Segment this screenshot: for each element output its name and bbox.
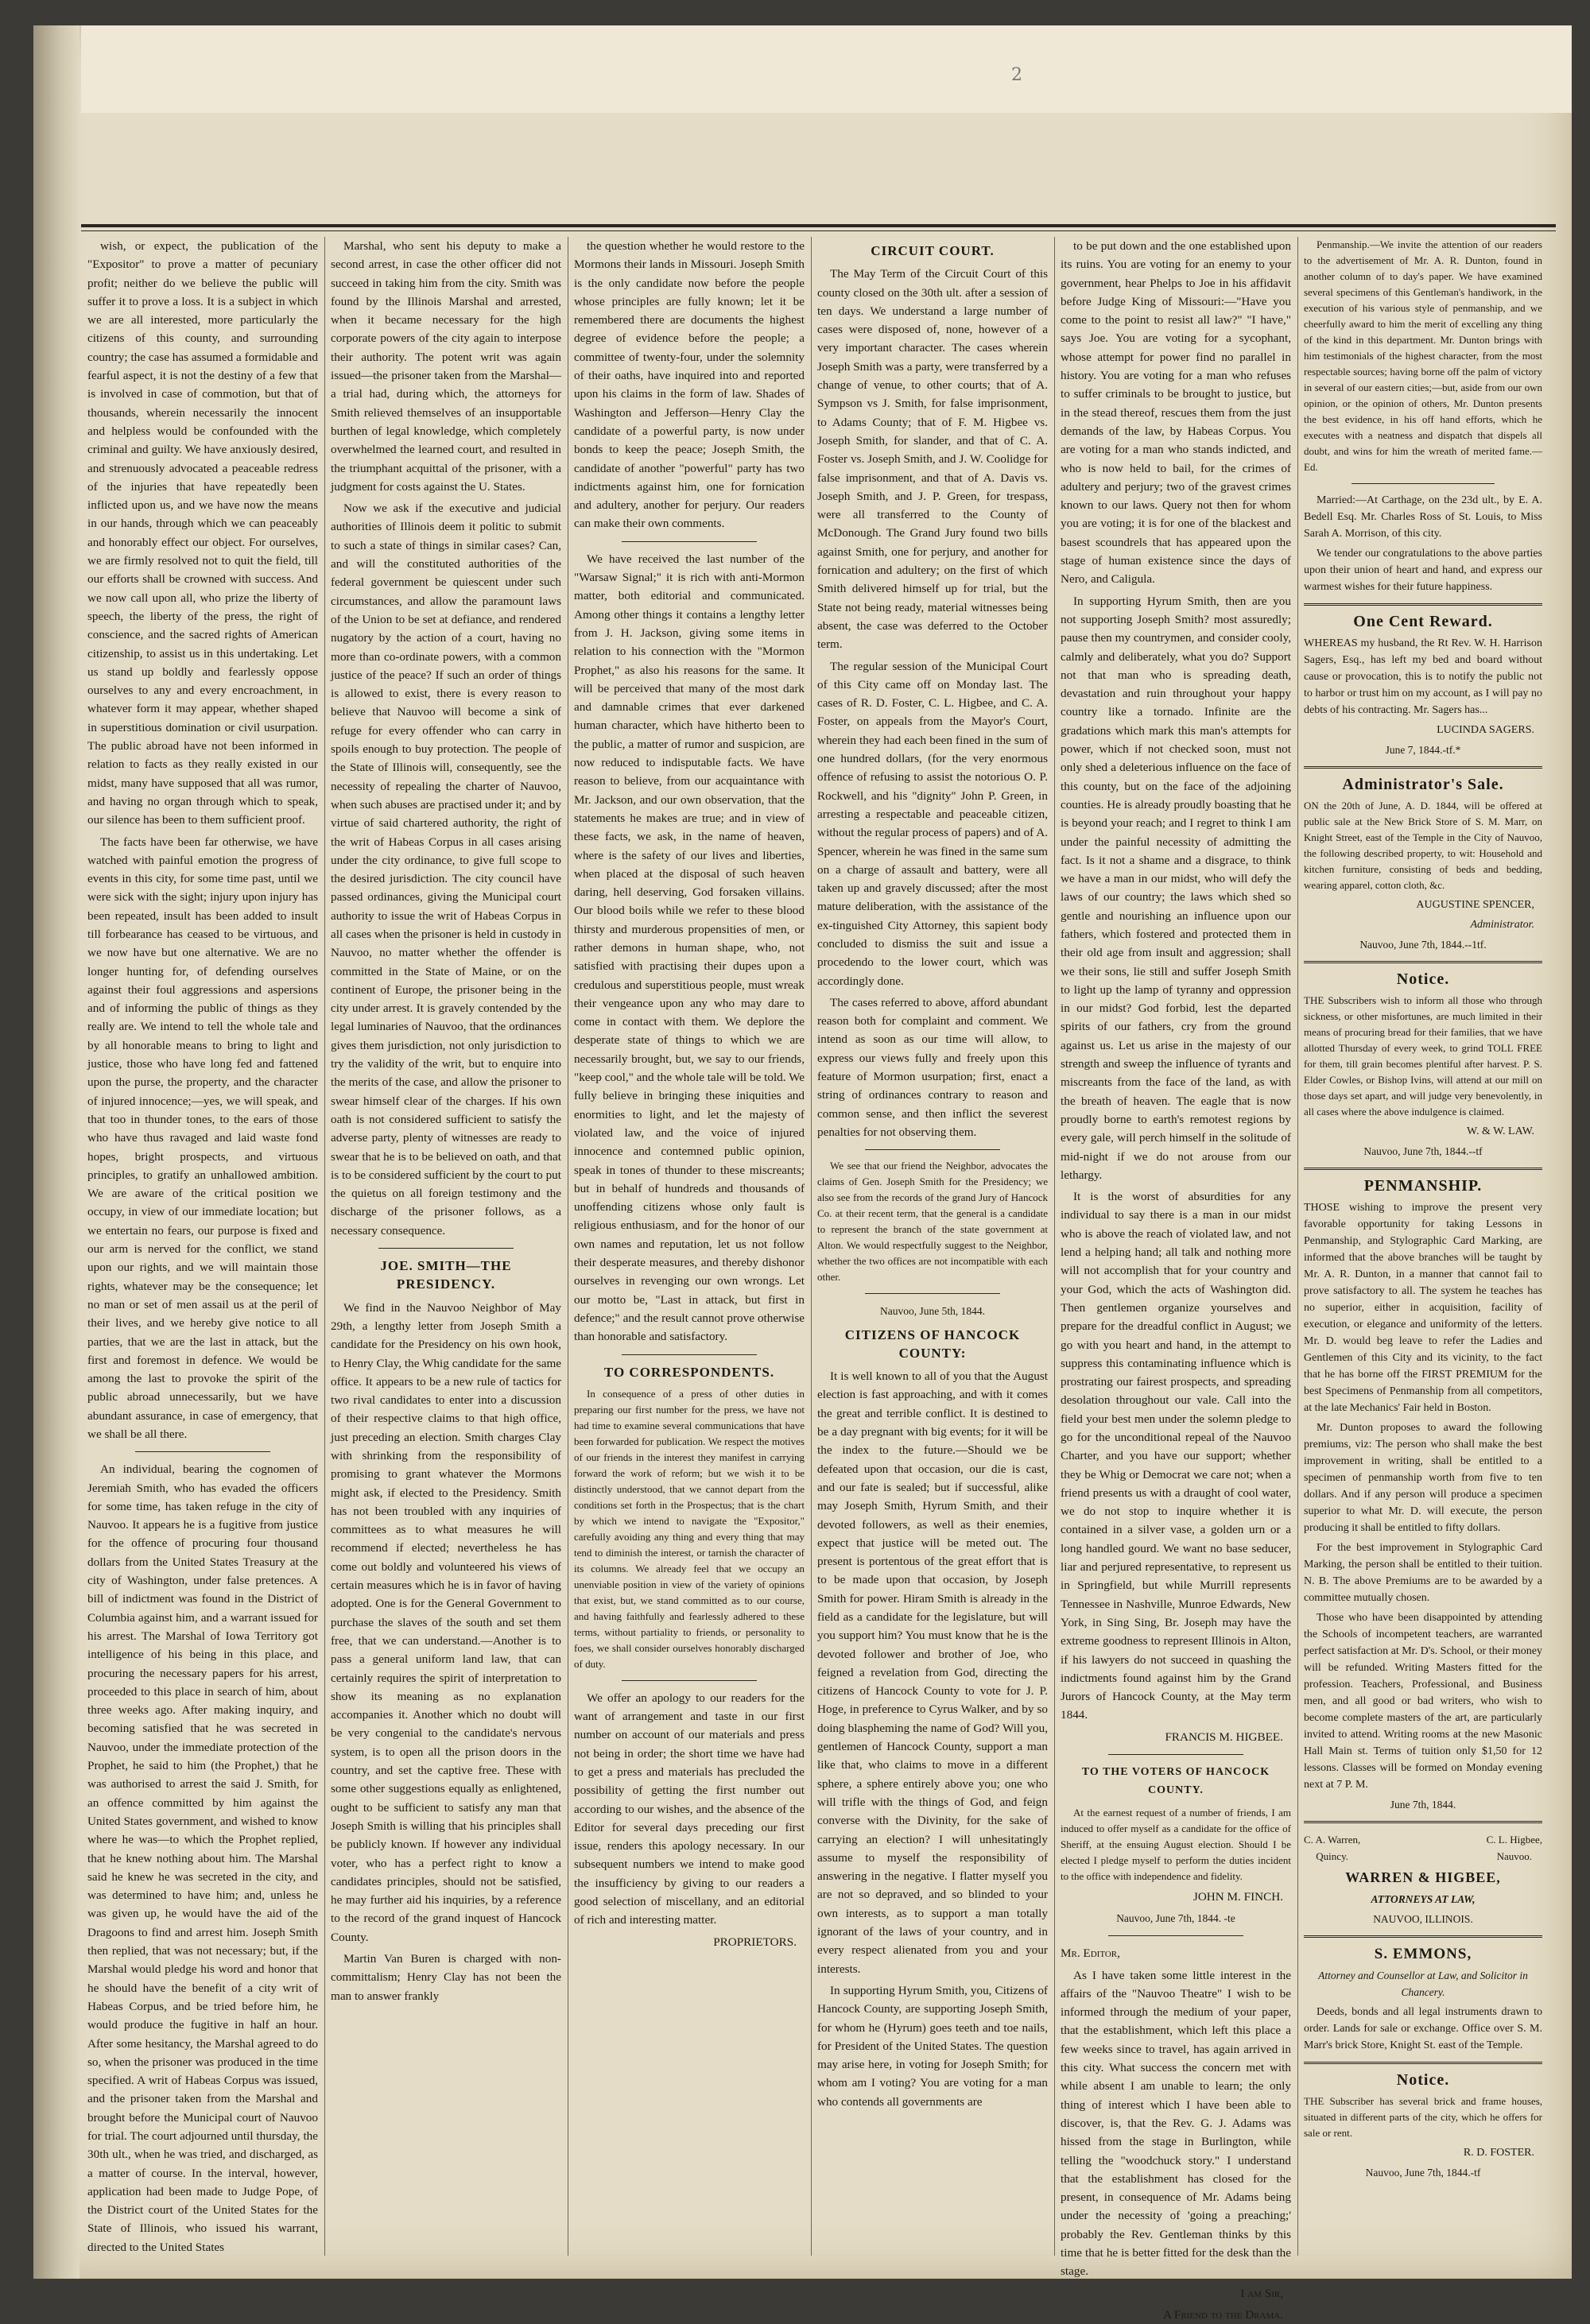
- warren-higbee-title: WARREN & HIGBEE,: [1345, 1869, 1501, 1885]
- higbee-name: C. L. Higbee,: [1486, 1834, 1542, 1846]
- column-rule: [1297, 237, 1298, 2256]
- col4-paragraph: The May Term of the Circuit Court of this county closed on the 30th ult. after a session of ten days. We understand a large number of cases were disposed of, none, however of a very important character. The cases wherein Joseph Smith was a party, were transferred by a change of venue, to other courts; that of A. Sympson vs J. Smith, for false imprisonment, to Adams County; that of F. M. Higbee vs. Joseph Smith, for slander, and that of C. A. Foster vs. Joseph Smith, and J. W. Coolidge for false imprisonment, and that of A. Davis vs. Joseph Smith, and J. P. Green, for trespass, were all transferred to the County of McDonough. The Grand Jury found two bills against Smith, one for perjury, and another for fornication and adultery; on the first of which Smith delivered himself up for trial, but the State not being ready, material witnesses being absent, the case was deferred to the October term.: [817, 267, 1048, 652]
- reward-heading: One Cent Reward.: [1353, 613, 1493, 630]
- penmanship-text: THOSE wishing to improve the present very favorable opportunity for taking Lessons in Penmanship, and Stylographic Card Marking, are informed that the above branches will be taught by Mr. A. R. Dunton, in a manner that cannot fail to prove satisfactory to all. The system he teaches has no superior, either in acquisition, facility of execution, or elegance and uniformity of the letters. Mr. D. would beg leave to refer the Ladies and Gentlemen of this City and its vicinity, to the fact that he has borne off the FIRST PREMIUM for the best Specimens of Penmanship from all competitors, at the late Mechanics' Fair held in Boston.: [1304, 1202, 1542, 1414]
- divider: [1304, 766, 1542, 769]
- col2-paragraph: Martin Van Buren is charged with non-committalism; Henry Clay has not been the man to answer frankly: [331, 1952, 561, 2003]
- married-notice: Married:—At Carthage, on the 23d ult., by E. A. Bedell Esq. Mr. Charles Ross of St. Louis, to Miss Sarah A. Morrison, of this city.: [1304, 494, 1542, 540]
- col3-paragraph: the question whether he would restore to the Mormons their lands in Missouri. Joseph Smith is the only candidate now before the people whose principles are fully known; let it be remembered there are documents the highest degree of evidence before the people; a committee of twenty-four, under the solemnity of their oaths, have inquired into and reported upon his claims in the form of law. Shades of Washington and Jefferson—Henry Clay the candidate of a powerful party, is now under bonds to keep the peace; Joseph Smith, the candidate of another "powerful" party has two indictments against him, one for fornication and adultery, another for perjury. Our readers can make their own comments.: [574, 239, 805, 531]
- col1-paragraph: An individual, bearing the cognomen of Jeremiah Smith, who has evaded the officers for some time, has taken refuge in the city of Nauvoo. It appears he is a fugitive from justice for the offence of procuring four thousand dollars from the United States Treasury at the city of Washington, under false pretences. A bill of indictment was found in the District of Columbia against him, and a warrant issued for his arrest. The Marshal of Iowa Territory got intelligence of his being in this place, and procuring the necessary papers for his arrest, proceeded to this place in search of him, about three weeks ago. After making inquiry, and becoming satisfied that he was secreted in Nauvoo, under the immediate protection of the Prophet, he said to him (the Prophet,) that he was authorised to arrest the said J. Smith, for an offence committed by him against the United States government, and wished to know where he was—to which the Prophet replied, that he knew nothing about him. The Marshal said he knew he was secreted in the city, and was determined to have him; and, unless he was given up, he would have the aid of the Dragoons to find and arrest him. Joseph Smith then replied, that was not necessary; but, if the Marshal would pledge his word and honor that he should have the benefit of a city writ of Habeas Corpus, and be tried before him, he would produce the fugitive in half an hour. After some hesitancy, the Marshal agreed to do so, when the prisoner was produced in the time specified. A writ of Habeas Corpus was issued, and the prisoner taken from the Marshal and brought before the Municipal court of Nauvoo for trial. The court adjourned until thursday, the 30th ult., when he was tried, and discharged, as a matter of course. In the interval, however, application had been made to Judge Pope, of the District court of the United States for the State of Illinois, who issued his warrant, directed to the United States: [87, 1462, 318, 2254]
- emmons-title: S. EMMONS,: [1374, 1946, 1472, 1962]
- notice-signature: W. & W. LAW.: [1467, 1125, 1534, 1137]
- divider: [1304, 2062, 1542, 2064]
- divider: [865, 1149, 1000, 1150]
- notice-heading: Notice.: [1396, 970, 1450, 988]
- higbee-signature: FRANCIS M. HIGBEE.: [1165, 1729, 1283, 1744]
- divider: [1108, 1754, 1243, 1755]
- divider: [1304, 961, 1542, 963]
- top-rule: [81, 224, 1556, 227]
- card-attorneys-names: [1304, 1831, 1542, 1865]
- divider: [1304, 1935, 1542, 1938]
- column-6-ads: [1304, 237, 1542, 2272]
- column-1: [87, 237, 318, 2272]
- divider: [622, 1680, 757, 1681]
- letter-closing: I am Sir,: [1240, 2286, 1283, 2300]
- notice-date: Nauvoo, June 7th, 1844.--tf: [1363, 1145, 1483, 1157]
- col3-signature: PROPRIETORS.: [713, 1935, 797, 1949]
- sheriff-notice: At the earnest request of a number of friends, I am induced to offer myself as a candidate for the office of Sheriff, at the ensuing August election. Should I be elected I pledge myself to perform the duties incident to the office with independence and fidelity.: [1061, 1806, 1291, 1882]
- editor-salutation: Mr. Editor,: [1061, 1946, 1120, 1961]
- torn-top-edge: [81, 25, 1572, 113]
- col4-neighbor-note: We see that our friend the Neighbor, advocates the claims of Gen. Joseph Smith for the Presidency; we also see from the records of the grand Jury of Hancock Co. at their recent term, that the general is a candidate to represent the branch of the state government at Alton. We would respectfully suggest to the Neighbor, whether the two offices are not incompatible with each other.: [817, 1160, 1048, 1284]
- column-3: [574, 237, 805, 2272]
- notice-text: THE Subscribers wish to inform all those who through sickness, or other misfortunes, are much limited in their means of procuring bread for their families, that we have allotted Thursday of every week, to grind TOLL FREE for them, till grain becomes plentiful after harvest. P. S. Elder Cowles, or Bishop Ivins, will attend at our mill on those days set apart, and will judge very benevolently, in all cases where the above indulgence is claimed.: [1304, 994, 1542, 1117]
- admin-sale-role: Administrator.: [1470, 919, 1534, 931]
- divider: [1304, 1821, 1542, 1823]
- col3-heading: TO CORRESPONDENTS.: [603, 1364, 775, 1380]
- notice2-heading: Notice.: [1396, 2071, 1450, 2089]
- newspaper-page: [33, 25, 1572, 2322]
- column-5: [1061, 237, 1291, 2322]
- col5-paragraph: In supporting Hyrum Smith, then are you not supporting Joseph Smith? most assuredly; pause then my countrymen, and consider cooly, calmly and deliberately, what you do? Support not that man who is spreading death, devastation and ruin throughout your happy country like a tornado. Infinite are the gradations which mark this man's attempts for power, which if not checked soon, must not only shed a deleterious influence on the face of this county, but on the face of the adjoining counties. He is already proudly boasting that he is beyond your reach; and I regret to think I am under the painful necessity of admitting the fact. Is it not a shame and a disgrace, to think we have a man in our midst, who will defy the laws of our country; the laws which shed so gentle and nourishing an influence upon our fathers, which fostered and protected them in their old age from insult and aggression; shall we their sons, lie still and suffer Joseph Smith to light up the lamp of tyranny and oppression in our midst? God forbid, lest the departed spirits of our fathers, cry from the ground against us. Let us arise in the majesty of our strength and sweep the influence of tyrants and miscreants from the face of the land, as with the breath of heaven. The eagle that is now proudly borne to earth's remotest regions by every gale, will perch himself in the solitude of mid-night if we do not arouse from our lethargy.: [1061, 594, 1291, 1182]
- reward-signature: LUCINDA SAGERS.: [1437, 724, 1534, 736]
- col3-paragraph: We have received the last number of the "Warsaw Signal;" it is rich with anti-Mormon matter, both editorial and communicated. Among other things it contains a lengthy letter from J. H. Jackson, giving some items in relation to his connection with the "Mormon Prophet," as also his reasons for the same. It will be perceived that many of the most dark and damnable crimes that ever darkened human character, which have hitherto been to the public, a matter of rumor and suspicion, are now reduced to indisputable facts. We have reason to believe, from our acquaintance with Mr. Jackson, and our own observation, that the statements he makes are true; and in view of these facts, we ask, in the name of heaven, where is the safety of our lives and liberties, when placed at the disposal of such heaven daring, hell deserving, God forsaken villains. Our blood boils while we refer to these blood thirsty and murderous propensities of men, or rather demons in human shape, who, not satisfied with practising their dupes upon a credulous and superstitious people, must wreak their vengeance upon any who may dare to come in contact with them. We deplore the desperate state of things to which we are necessarily brought, but, we say to our friends, "keep cool," and the whole tale will be told. We fully believe in bringing these iniquities and enormities to light, and let the majesty of violated law, and the voice of injured innocence and contemned public opinion, speak in tones of thunder to these miscreants; but in behalf of hundreds and thousands of unoffending citizens whose only fault is religious enthusiasm, and for the honor of our own names and reputation, let us not follow their desperate measures, and thereby dishonor ourselves in revenging our own wrongs. Let our motto be, "Last in attack, but first in defence;" and the result cannot prove otherwise than honorable and satisfactory.: [574, 552, 805, 1344]
- column-rule: [1054, 237, 1055, 2256]
- column-rule: [811, 237, 812, 2256]
- notice2-text: THE Subscriber has several brick and frame houses, situated in different parts of the city, which he offers for sale or rent.: [1304, 2095, 1542, 2139]
- col4-paragraph: The cases referred to above, afford abundant reason both for complaint and comment. We intend as soon as our time will allow, to express our views fully and freely upon this feature of Mormon usurpation; first, enact a string of ordinances contrary to reason and common sense, and then inflict the severest penalties for not observing them.: [817, 995, 1048, 1139]
- col2-heading: JOE. SMITH—THE PRESIDENCY.: [380, 1258, 512, 1292]
- divider: [865, 1293, 1000, 1294]
- penmanship-text-4: Those who have been disappointed by attending the Schools of incompetent teachers, are warranted perfect satisfaction at Mr. D's. School, or their money will be refunded. Writing Masters fitted for the profession. Teachers, Professional, and Business men, and all good or bad writers, who wish to become complete masters of the art, are particularly invited to attend. Writing rooms at the new Masonic Hall Main st. Terms of tuition only $1,50 for 12 lessons. Classes will be formed on Monday evening next at 7 P. M.: [1304, 1612, 1542, 1791]
- voters-heading: TO THE VOTERS OF HANCOCK COUNTY.: [1081, 1766, 1270, 1797]
- col4-paragraph: The regular session of the Municipal Court of this City came off on Monday last. The cases of R. D. Foster, C. L. Higbee, and C. A. Foster, on appeals from the Mayor's Court, wherein they had each been fined in the sum of one hundred dollars, (for the very enormous offence of refusing to assist the notorious O. P. Rockwell, and his "dignity" John P. Green, in arresting a respectable and peaceable citizen, without the regular process of papers) and of A. Spencer, wherein he was fined in the same sum on a charge of assault and battery, were all taken up and gravely discussed; after the most mature deliberation, with the assistance of the ex-tinguished City Attorney, this sapient body concluded to dismiss the suit and issue a procedendo to the lower court, which was accordingly done.: [817, 659, 1048, 988]
- reward-date: June 7, 1844.-tf.*: [1385, 744, 1461, 756]
- drama-letter: As I have taken some little interest in the affairs of the "Nauvoo Theatre" I wish to be informed through the medium of your paper, that the establishment, which left this place a few weeks since to travel, has again arrived in this city. What success the concern met with while absent I am unable to learn; the only thing of interest which I have been able to discover, is, that the Rev. G. J. Adams was hissed from the stage in Burlington, while telling the "woodchuck story." I understand that the establishment has closed for the present, in consequence of Mr. Adams being under the necessity of 'going a preaching;' probably the Rev. Gentleman thinks by this time that he is better fitted for the desk than the stage.: [1061, 1968, 1291, 2279]
- foster-signature: R. D. FOSTER.: [1463, 2147, 1534, 2159]
- finch-signature: JOHN M. FINCH.: [1192, 1889, 1283, 1904]
- divider: [1304, 603, 1542, 606]
- higbee-town: Nauvoo.: [1496, 1850, 1532, 1862]
- col2-paragraph: Now we ask if the executive and judicial authorities of Illinois deem it politic to submit to such a state of things in similar cases? Can, and will the constituted authorities of the federal government be quiescent under such circumstances, and allow the paramount laws of the Union to be set at defiance, and rendered nugatory by the action of a court, having no more than co-ordinate powers, with a common justice of the peace? If such an order of things is allowed to exist, there is every reason to believe that Nauvoo will become a sink of refuge for every offender who can carry in spoils enough to buy protection. The people of the State of Illinois will, consequently, see the necessity of repealing the charter of Nauvoo, when such abuses are practised under it; and by virtue of said chartered authority, the right of the writ of Habeas Corpus in all cases arising under the city ordinance, to give full scope to the desired jurisdiction. The city council have passed ordinances, giving the Municipal court authority to issue the writ of Habeas Corpus in all cases when the prisoner is held in custody in Nauvoo, no matter whether the offender is committed in the State of Maine, or on the continent of Europe, the prisoner being in the city under arrest. It is gravely contended by the legal luminaries of Nauvoo, that the ordinances gives them jurisdiction, not only jurisdiction to try the validity of the writ, but to enquire into the merits of the case, and allow the prisoner to swear himself clear of the charges. If his own oath is not considered sufficient to satisfy the adverse party, plenty of witnesses are ready to swear that he is to be believed on oath, and that is to be considered sufficient by the court to put the quietus on all foreign testimony and the discharge of the prisoner follows, as a necessary consequence.: [331, 502, 561, 1238]
- column-rule: [324, 237, 325, 2256]
- emmons-text: Deeds, bonds and all legal instruments drawn to order. Lands for sale or exchange. Office over S. M. Marr's brick Store, Knight St. east of the Temple.: [1304, 2006, 1542, 2051]
- col1-paragraph: The facts have been far otherwise, we have watched with painful emotion the progress of events in this city, for some time past, until we were sick with the sight; injury upon injury has been repeated, insult has been added to insult till forbearance has ceased to be virtuous, and we now have but one alternative. We are no longer hunting for, of defending ourselves against their foul aggressions and aspersions and of informing the public of things as they really are. We intend to tell the whole tale and by all honorable means to bring to light and justice, those who have long fed and fattened upon the purse, the property, and the character of injured innocence;—yes, we will speak, and that too in thunder tones, to the ears of those who have thus ravaged and laid waste fond hopes, bright prospects, and virtuous principles, to gratify an unhallowed ambition. We are aware of the critical position we occupy, in view of our immediate location; but we entertain no fears, our purpose is fixed and our arm is nerved for the conflict, we stand upon our rights, and we will maintain those rights, whatever may be the consequence; let no man or set of men assail us at the peril of their lives, and we hereby give notice to all parties, that we are the last in attack, but the first and foremost in defence. We would be among the last to provoke the spirit of the public abroad unnecessarily, but we have abundant assurance, in case of emergency, that we shall be all there.: [87, 835, 318, 1441]
- col2-paragraph: We find in the Nauvoo Neighbor of May 29th, a lengthy letter from Joseph Smith a candidate for the Presidency on his own hook, to Henry Clay, the Whig candidate for the same office. It appears to be a new rule of tactics for two rival candidates to enter into a discussion of their respective claims to that high office, just preceding an election. Smith charges Clay with shrinking from the responsibility of promising to grant whatever the Mormons might ask, if elected to the Presidency. Smith has not been troubled with any inquiries of committees as to what measures he will recommend if elected; nevertheless he has come out boldly and volunteered his views of certain measures which he is in favor of having adopted. One is for the General Government to purchase the slaves of the south and set them free, that we can understand.—Another is to pass a general uniform land law, that can certainly requires the spirit of interpretation to show its meaning as no explanation accompanies it. Another which no doubt will be very congenial to the candidate's nervous system, is to open all the prison doors in the country, and set the captive free. These with some other suggestions equally as enlightened, ought to be sufficient to satisfy any man that Joseph Smith is willing that his principles shall be publicly known. If however any individual voter, who has a perfect right to know a candidates principles, should not be satisfied, he may further aid his inquiries, by a reference to the record of the grand inquest of Hancock County.: [331, 1300, 561, 1944]
- col5-paragraph: It is the worst of absurdities for any individual to say there is a man in our midst who is above the reach of violated law, and not lend a helping hand; all talk and nothing more will not accomplish that for your country and your God, which the acts of Washington did. Then gentlemen organize yourselves and prepare for the dreadful conflict in August; we go with you heart and hand, in the attempt to suppress this contaminating influence which is prostrating our fairest prospects, and spreading desolation throughout our vale. Call into the field your best men under the solemn pledge to go for the unconditional repeal of the Nauvoo Charter, and you have our support; whether they be Whig or Democrat we care not; when a friend presents us with a draught of cool water, we do not stop to inquire whether it is contained in a silver vase, a golden urn or a long handled gourd. We want no base seducer, liar and perjured representative, to represent us in Springfield, but while Murrill represents Tennessee in Nashville, Munroe Edwards, New York, in Sing Sing, Br. Joseph may have the extreme goodness to represent Illinois in Alton, if his lawyers do not succeed in quashing the indictments found against him by the Grand Jurors of Hancock County, at the May term 1844.: [1061, 1190, 1291, 1722]
- penmanship-heading: PENMANSHIP.: [1363, 1177, 1483, 1195]
- penmanship-text-2: Mr. Dunton proposes to award the following premiums, viz: The person who shall make the best improvement in writing, shall be entitled to a specimen of penmanship worth from five to ten dollars. And if any person will produce a specimen superior to what Mr. D. will execute, the person producing it shall be entitled to fifty dollars.: [1304, 1422, 1542, 1534]
- col3-apology: We offer an apology to our readers for the want of arrangement and taste in our first number on account of our materials and press not being in order; the short time we have had to get a press and materials has precluded the possibility of getting the first number out according to our wishes, and the absence of the Editor for several days preceding our first issue, renders this apology necessary. In our subsequent numbers we intend to make good the insufficiency by giving to our readers a good selection of miscellany, and an editorial of rich and interesting matter.: [574, 1691, 805, 1927]
- penmanship-note: Penmanship.—We invite the attention of our readers to the advertisement of Mr. A. R. Dunton, found in another column of to day's paper. We have examined several specimens of this Gentleman's handiwork, in the execution of his various style of penmanship, and we cheerfully award to him the merit of excelling any thing of the kind in this department. Mr. Dunton brings with him testimonials of the highest character, from the most respectable sources; having borne off the palm of victory in several of our eastern cities;—but, aside from our own opinion, or the opinion of others, Mr. Dunton presents the best evidence, in his off hand efforts, which he executes with a neatness and dispatch that dispels all doubt, and wins for him the wreath of merited fame.—Ed.: [1304, 238, 1542, 473]
- penmanship-text-3: For the best improvement in Stylographic Card Marking, the person shall be entitled to their tuition. N. B. The above Premiums are to be awarded by a committee mutually chosen.: [1304, 1542, 1542, 1604]
- divider: [135, 1451, 270, 1452]
- column-2: [331, 237, 561, 2272]
- col4-paragraph: In supporting Hyrum Smith, you, Citizens of Hancock County, are supporting Joseph Smith, for whom he (Hyrum) goes teeth and toe nails, for President of the United States. The question may arise here, in voting for Joseph Smith; for whom am I voting? You are voting for a man who contends all governments are: [817, 1983, 1048, 2109]
- divider: [378, 1248, 514, 1249]
- nauvoo-illinois: NAUVOO, ILLINOIS.: [1373, 1913, 1473, 1925]
- circuit-court-heading: CIRCUIT COURT.: [871, 243, 995, 258]
- attorneys-at-law: ATTORNEYS AT LAW,: [1371, 1893, 1476, 1905]
- emmons-subtitle: Attorney and Counsellor at Law, and Solicitor in Chancery.: [1318, 1970, 1528, 1998]
- admin-sale-signature: AUGUSTINE SPENCER,: [1416, 899, 1534, 911]
- divider: [1108, 1935, 1243, 1936]
- divider: [622, 1354, 757, 1355]
- admin-sale-date: Nauvoo, June 7th, 1844.--1tf.: [1359, 939, 1487, 951]
- card-right: [1487, 1831, 1542, 1865]
- penmanship-date: June 7th, 1844.: [1390, 1799, 1456, 1811]
- column-4: [817, 237, 1048, 2272]
- col1-paragraph: wish, or expect, the publication of the "Expositor" to prove a matter of pecuniary profit; neither do we believe the public will suffer it to prove a loss. It is a subject in which we are all interested, more particularly the citizens of this county, and surrounding country; the case has assumed a formidable and fearful aspect, it is not the destiny of a few that is involved in case of commotion, but that of thousands, wherein necessarily the innocent and helpless would be confounded with the criminal and guilty. We have anxiously desired, and strenuously advocated a peaceable redress of the injuries that have repeatedly been inflicted upon us, and we have now the means in our hands, through which we can peaceably and honorably effect our object. For ourselves, we are firmly resolved not to quit the field, till our efforts shall be crowned with success. And we now call upon all, who prize the liberty of speech, the liberty of the press, the right of conscience, and the sacred rights of American citizenship, to assist us in this undertaking. Let us stand up boldly and fearlessly oppose ourselves to any and every encroachment, in whatever form it may appear, whether shaped in superstitious domination or civil usurpation. The public abroad have not been informed in relation to facts as they really existed in our midst, many have supposed that all was rumor, and having no organ through which to speak, our silence has been to them sufficient proof.: [87, 239, 318, 827]
- finch-date: Nauvoo, June 7th, 1844. -te: [1116, 1911, 1235, 1924]
- col3-correspondents: In consequence of a press of other duties in preparing our first number for the press, we have not had time to examine several communications that have been forwarded for publication. We respect the motives of our friends in the interest they manifest in carrying forward the work of reform; but we wish it to be distinctly understood, that we cannot depart from the conditions set forth in the Prospectus; that is the chart by which we intend to navigate the "Expositor," carefully avoiding any thing and every thing that may tend to diminish the interest, or tarnish the character of its columns. We already feel that we occupy an unenviable position in view of the variety of opinions that exist, but, we stand committed as to our course, and having faithfully and fearlessly adhered to these terms, without partiality to friends, or personality to foes, we shall consider ourselves honorably discharged of duty.: [574, 1387, 805, 1670]
- admin-sale-text: ON the 20th of June, A. D. 1844, will be offered at public sale at the New Brick Store of S. M. Marr, on Knight Street, east of the Temple in the City of Nauvoo, the following described property, to wit: Household and kitchen furniture, consisting of beds and bedding, wearing apparel, cotton cloth, &c.: [1304, 800, 1542, 891]
- col2-paragraph: Marshal, who sent his deputy to make a second arrest, in case the other officer did not succeed in taking him from the city. Smith was found by the Illinois Marshal and arrested, when it became necessary for the high corporate powers of the city again to interpose their authority. The potent writ was again issued—the prisoner taken from the Marshal—a trial had, during which, the attorneys for Smith relieved themselves of an insupportable burthen of legal knowledge, which completely overwhelmed the learned court, and resulted in the triumphant acquittal of the prisoner, with a judgment for costs against the U. States.: [331, 239, 561, 494]
- book-gutter: [33, 25, 80, 2279]
- card-left: [1304, 1831, 1360, 1865]
- warren-name: C. A. Warren,: [1304, 1834, 1361, 1846]
- col4-paragraph: It is well known to all of you that the August election is fast approaching, and with it comes the great and terrible conflict. It is destined to be a day pregnant with big events; for it will be the index to the future.—Should we be defeated upon that occasion, our die is cast, and our fate is sealed; but if successful, alike may Joseph Smith, Hyrum Smith, and their devoted followers, as well as their enemies, expect that justice will be meted out. The present is portentous of the great effort that is to be made upon that occasion, by Joseph Smith for power. Hiram Smith is already in the field as a candidate for the legislature, but will you support him? You must know that he is the devoted follower and brother of Joe, who feigned a revelation from God, directing the citizens of Hancock County to vote for J. P. Hoge, in preference to Cyrus Walker, and by so doing blaspheming the name of God? Will you, gentlemen of Hancock County, support a man like that, who claims to move in a different sphere, a sphere entirely above you; one who will trifle with the things of God, and feign converse with the Divinity, for the sake of carrying an election? I will unhesitatingly assume to myself the responsibility of answering in the negative. I flatter myself you are not so depraved, and so blinded to your own interests, as to support a man totally ignorant of the laws of your country, and in every respect alienated from you and your interests.: [817, 1369, 1048, 1976]
- page-number: 2: [1011, 65, 1022, 85]
- divider: [1304, 1168, 1542, 1170]
- foster-date: Nauvoo, June 7th, 1844.-tf: [1365, 2167, 1481, 2179]
- admin-sale-heading: Administrator's Sale.: [1342, 776, 1504, 793]
- col4-dateline: Nauvoo, June 5th, 1844.: [880, 1305, 985, 1318]
- top-rule-thin: [81, 230, 1556, 231]
- divider: [622, 541, 757, 542]
- col5-paragraph: to be put down and the one established upon its ruins. You are voting for an enemy to your government, hear Phelps to Joe in his affidavit before Judge King of Missouri:—"Have you come to the point to resist all law?" "I have," says Joe. You are voting for a sycophant, whose attempt for power find no parallel in history. You are voting for a man who refuses to suffer criminals to be brought to justice, but in the stead thereof, rescues them from the just demands of the law, by Habeas Corpus. You are voting for a man who stands indicted, and who is now held to bail, for the crimes of adultery and perjury; two of the gravest crimes known to our laws. Query not then for whom you are voting; it is for one of the blackest and basest scoundrels that has appeared upon the stage of human existence since the days of Nero, and Caligula.: [1061, 239, 1291, 587]
- married-wishes: We tender our congratulations to the above parties upon their union of heart and hand, and express our warmest wishes for their future happiness.: [1304, 548, 1542, 593]
- reward-text: WHEREAS my husband, the Rt Rev. W. H. Harrison Sagers, Esq., has left my bed and board without cause or provocation, this is to notify the public not to harbor or trust him on my account, as I will pay no debts of his contracting. Mr. Sagers has...: [1304, 637, 1542, 716]
- letter-signature: A Friend to the Drama.: [1163, 2307, 1283, 2322]
- warren-town: Quincy.: [1316, 1850, 1348, 1862]
- col4-heading-2: CITIZENS OF HANCOCK COUNTY:: [844, 1327, 1021, 1361]
- divider: [1352, 483, 1495, 484]
